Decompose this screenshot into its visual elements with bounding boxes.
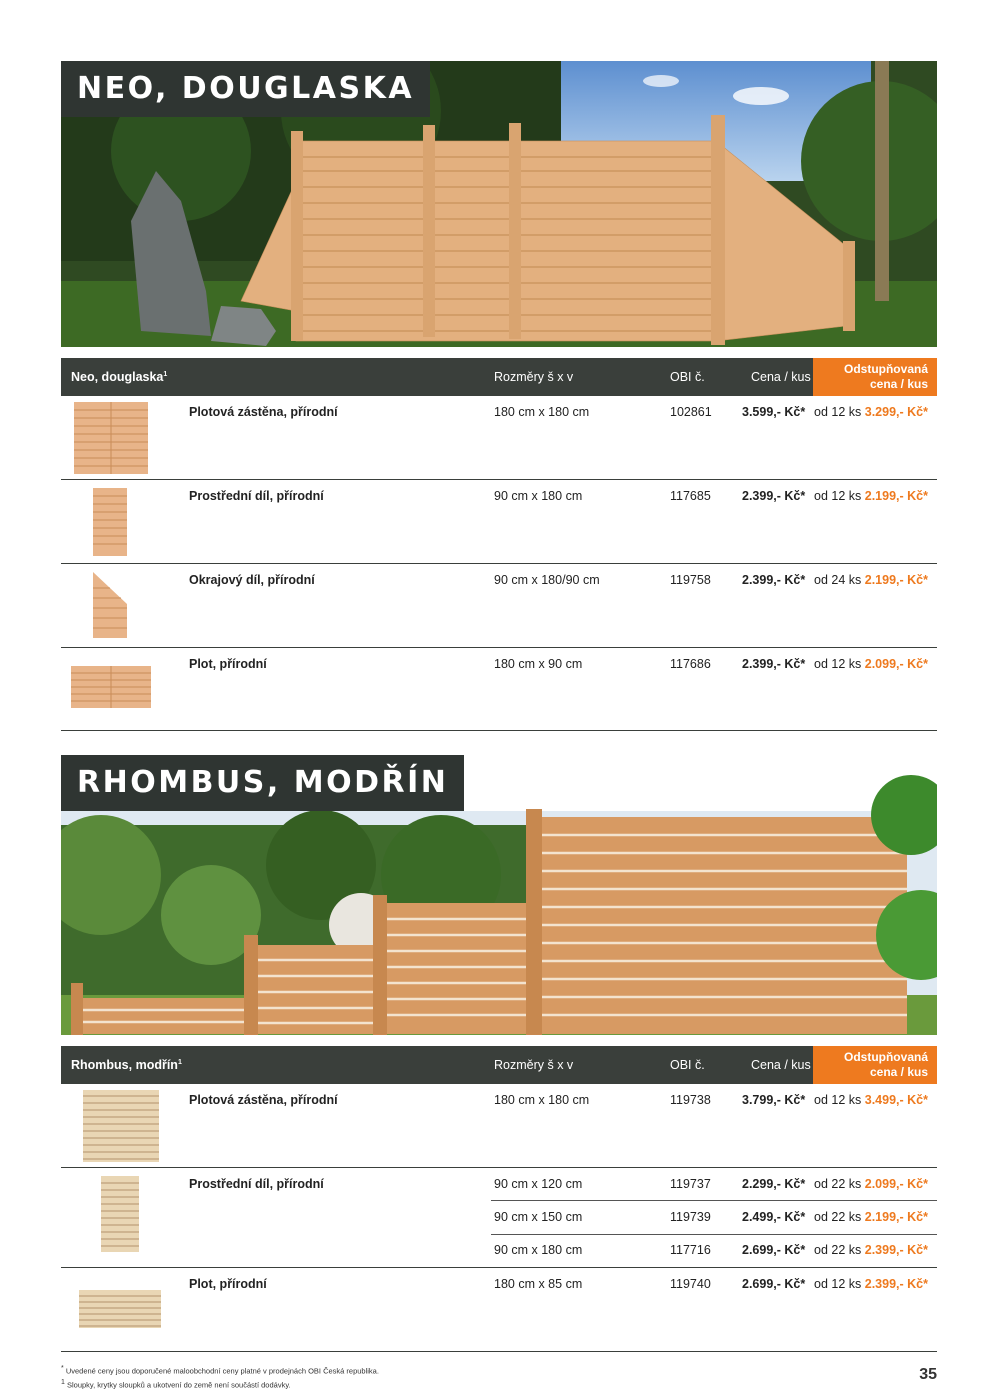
product-dimensions: 90 cm x 180 cm (494, 1243, 583, 1257)
product-price: 2.299,- Kč* (742, 1177, 806, 1191)
product-tier-price: od 12 ks 3.299,- Kč* (814, 405, 928, 419)
product-thumbnail (71, 666, 151, 708)
product-obi-number: 117716 (670, 1243, 711, 1257)
product-dimensions: 180 cm x 90 cm (494, 657, 583, 671)
section-end-line (61, 730, 937, 731)
product-price: 2.399,- Kč* (742, 489, 806, 503)
header-price: Cena / kus (751, 1058, 811, 1072)
product-obi-number: 102861 (670, 405, 712, 419)
product-obi-number: 119737 (670, 1177, 711, 1191)
product-tier-price: od 22 ks 2.199,- Kč* (814, 1210, 928, 1224)
product-tier-price: od 22 ks 2.399,- Kč* (814, 1243, 928, 1257)
product-price: 3.599,- Kč* (742, 405, 806, 419)
footer-divider (61, 1351, 937, 1352)
product-price: 2.399,- Kč* (742, 573, 806, 587)
section-neo (61, 61, 937, 731)
product-thumbnail (83, 1090, 159, 1162)
header-obi: OBI č. (670, 370, 705, 384)
product-tier-price: od 22 ks 2.099,- Kč* (814, 1177, 928, 1191)
product-obi-number: 119740 (670, 1277, 711, 1291)
table-name: Rhombus, modřín$^1$ (71, 1058, 182, 1072)
product-name: Prostřední díl, přírodní (189, 1177, 324, 1191)
product-price: 2.499,- Kč* (742, 1210, 806, 1224)
section-title: NEO, DOUGLASKA (61, 61, 430, 117)
product-obi-number: 119739 (670, 1210, 711, 1224)
table-name: Neo, douglaska$^1$ (71, 370, 168, 384)
product-obi-number: 119738 (670, 1093, 711, 1107)
table-row-variant (61, 1201, 937, 1234)
product-price: 2.399,- Kč* (742, 657, 806, 671)
product-name: Okrajový díl, přírodní (189, 573, 315, 587)
header-dimensions: Rozměry š x v (494, 370, 574, 384)
product-thumbnail (93, 572, 127, 638)
table-row (61, 396, 937, 480)
table-row (61, 648, 937, 730)
table-row (61, 564, 937, 648)
product-thumbnail (74, 402, 148, 474)
footnotes (61, 1363, 379, 1390)
product-tier-price: od 12 ks 2.199,- Kč* (814, 489, 928, 503)
product-name: Plot, přírodní (189, 1277, 267, 1291)
product-dimensions: 90 cm x 150 cm (494, 1210, 583, 1224)
product-name: Plot, přírodní (189, 657, 267, 671)
product-tier-price: od 24 ks 2.199,- Kč* (814, 573, 928, 587)
table-row (61, 480, 937, 564)
product-tier-price: od 12 ks 3.499,- Kč* (814, 1093, 928, 1107)
rhombus-fence-photo (61, 755, 937, 1035)
product-name: Plotová zástěna, přírodní (189, 1093, 338, 1107)
page-number: 35 (919, 1366, 937, 1383)
table-row (61, 1268, 937, 1348)
header-dimensions: Rozměry š x v (494, 1058, 574, 1072)
product-dimensions: 180 cm x 180 cm (494, 405, 590, 419)
table-row-variant (61, 1235, 937, 1268)
product-tier-price: od 12 ks 2.399,- Kč* (814, 1277, 928, 1291)
neo-fence-photo (61, 61, 937, 347)
header-tier-price: Odstupňovaná cena / kus (813, 1046, 937, 1084)
section-title: RHOMBUS, MODŘÍN (61, 755, 464, 811)
product-dimensions: 90 cm x 180/90 cm (494, 573, 600, 587)
product-obi-number: 117686 (670, 657, 711, 671)
table-row (61, 1084, 937, 1168)
header-price: Cena / kus (751, 370, 811, 384)
table-header (61, 358, 937, 396)
product-tier-price: od 12 ks 2.099,- Kč* (814, 657, 928, 671)
footnote-star: * Uvedené ceny jsou doporučené maloobchodní ceny platné v prodejnách OBI Česká republika. (61, 1365, 379, 1376)
product-dimensions: 180 cm x 85 cm (494, 1277, 583, 1291)
product-name: Prostřední díl, přírodní (189, 489, 324, 503)
header-tier-price: Odstupňovaná cena / kus (813, 358, 937, 396)
product-obi-number: 119758 (670, 573, 711, 587)
footnote-one: $^1$ Sloupky, krytky sloupků a ukotvení do země není součástí dodávky. (61, 1378, 291, 1389)
product-thumbnail (79, 1290, 161, 1328)
product-name: Plotová zástěna, přírodní (189, 405, 338, 419)
product-dimensions: 180 cm x 180 cm (494, 1093, 590, 1107)
section-rhombus (61, 755, 937, 1355)
table-header (61, 1046, 937, 1084)
product-thumbnail (93, 488, 127, 556)
product-price: 2.699,- Kč* (742, 1243, 806, 1257)
product-price: 3.799,- Kč* (742, 1093, 806, 1107)
product-dimensions: 90 cm x 180 cm (494, 489, 583, 503)
header-obi: OBI č. (670, 1058, 705, 1072)
product-obi-number: 117685 (670, 489, 711, 503)
product-dimensions: 90 cm x 120 cm (494, 1177, 583, 1191)
product-price: 2.699,- Kč* (742, 1277, 806, 1291)
